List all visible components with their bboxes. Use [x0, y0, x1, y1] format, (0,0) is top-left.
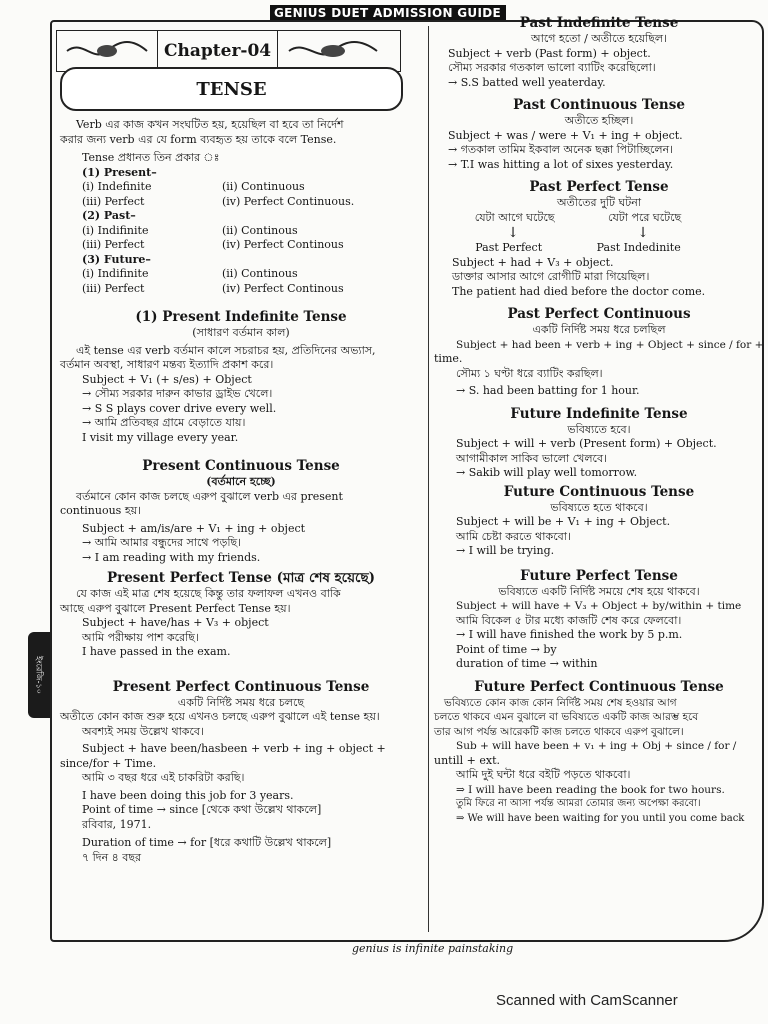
scanner-watermark: Scanned with CamScanner — [496, 992, 678, 1009]
section-heading: Past Indefinite Tense — [519, 15, 679, 31]
formula-line: Subject + will + verb (Present form) + Object. — [456, 437, 717, 450]
example-line: → আমি আমার বন্ধুদের সাথে পড়ছি। — [82, 536, 242, 549]
formula-line: Subject + verb (Past form) + object. — [448, 46, 651, 60]
list-item: (iii) Perfect — [82, 238, 145, 251]
section-heading: Past Perfect Continuous — [507, 306, 691, 322]
section-subtitle: একটি নির্দিষ্ট সময় ধরে চলছে — [177, 695, 305, 709]
list-item: (iii) Perfect — [82, 194, 145, 208]
section-heading: Past Perfect Tense — [529, 179, 669, 195]
example-line: সৌম্য সরকার গতকাল ভালো ব্যাটিং করেছিলো। — [448, 61, 656, 74]
future-heading: (3) Future– — [82, 252, 151, 266]
text-line: এই tense এর verb বর্তমান কালে সচরাচর হয়, প্রতিদিনের অভ্যাস, — [76, 343, 376, 357]
list-item: (iv) Perfect Continous — [222, 238, 344, 251]
section-subtitle: ভবিষ্যতে হবে। — [567, 422, 631, 436]
section-subtitle: (সাধারণ বর্তমান কাল) — [192, 326, 290, 339]
formula-line: Subject + have been/hasbeen + verb + ing + object + — [82, 742, 386, 755]
section-heading: (1) Present Indefinite Tense — [135, 309, 347, 325]
page-title: TENSE — [60, 67, 403, 111]
column-label: যেটা পরে ঘটেছে — [608, 210, 682, 224]
text-line: ভবিষ্যতে কোন কাজ কোন নির্দিষ্ট সময় শেষ হওয়ার আগ — [444, 696, 677, 709]
example-line: duration of time → within — [456, 657, 598, 670]
text-line: বর্তমানে কোন কাজ চলছে এরুপ বুঝালে verb এর present — [76, 489, 343, 503]
section-subtitle: একটি নির্দিষ্ট সময় ধরে চলছিল — [532, 323, 666, 336]
section-subtitle: ভবিষ্যতে একটি নির্দিষ্ট সময়ে শেষ হয়ে থাকবে। — [498, 584, 700, 598]
types-intro: Tense প্রধানত তিন প্রকার ঃ — [82, 151, 220, 164]
formula-line: since/for + Time. — [60, 756, 157, 770]
side-tab: ইংরেজি-১০ — [28, 632, 50, 718]
ornament-right-icon — [278, 31, 388, 71]
section-heading: Future Indefinite Tense — [510, 405, 688, 422]
banner: GENIUS DUET ADMISSION GUIDE — [270, 5, 506, 22]
formula-line: Subject + was / were + V₁ + ing + object. — [448, 128, 683, 142]
example-line: আমি দুই ঘন্টা ধরে বইটি পড়তে থাকবো। — [456, 768, 631, 781]
example-line: I have passed in the exam. — [82, 645, 231, 658]
section-heading: Present Perfect Tense (মাত্র শেষ হয়েছে) — [106, 570, 376, 586]
example-line: → সৌম্য সরকার দারুন কাভার ড্রাইভ খেলে। — [82, 387, 273, 400]
example-line: The patient had died before the doctor come. — [452, 284, 706, 298]
left-column — [60, 118, 422, 865]
column-divider — [428, 26, 429, 932]
example-line: → গতকাল তামিম ইকবাল অনেক ছক্কা পিটাচ্ছিলেন। — [448, 143, 674, 156]
example-line: ৭ দিন ৪ বছর — [82, 850, 142, 864]
example-line: Point of time → by — [456, 642, 557, 656]
example-line: → আমি প্রতিবছর গ্রামে বেড়াতে যায়। — [82, 416, 246, 429]
list-item: (ii) Continous — [222, 267, 298, 280]
present-heading: (1) Present– — [82, 165, 157, 179]
example-line: → I will have finished the work by 5 p.m. — [456, 628, 683, 641]
example-line: ⇒ We will have been waiting for you until you come back — [456, 812, 745, 824]
text-line: continuous হয়। — [60, 504, 142, 517]
text-line: আছে এরুপ বুঝালে Present Perfect Tense হয়। — [60, 601, 291, 615]
intro-line: করার জন্য verb এর যে form ব্যবহৃত হয় তাকে বলে Tense. — [60, 132, 337, 146]
list-item: (ii) Continous — [222, 223, 298, 237]
text-line: অবশ্যই সময় উল্লেখ থাকবে। — [82, 724, 204, 738]
formula-line: untill + ext. — [434, 753, 500, 767]
formula-line: Subject + V₁ (+ s/es) + Object — [82, 372, 252, 386]
example-line: Point of time → since [থেকে কথা উল্লেখ থাকলে] — [82, 803, 322, 816]
down-arrow-icon: ↓ — [507, 225, 519, 241]
section-heading: Future Perfect Continuous Tense — [474, 678, 724, 695]
list-item: (iv) Perfect Continuous. — [222, 194, 355, 208]
example-line: → I will be trying. — [456, 544, 555, 557]
section-subtitle: (বর্তমানে হচ্ছে) — [206, 475, 276, 488]
list-item: (iv) Perfect Continous — [222, 281, 344, 295]
example-line: রবিবার, 1971. — [82, 817, 152, 831]
text-line: বর্তমান অবস্থা, সাধারণ মন্তব্য ইত্যাদি প্রকাশ করে। — [60, 358, 274, 371]
section-subtitle: অতীতের দুটি ঘটনা — [556, 196, 642, 209]
example-line: → I am reading with my friends. — [82, 550, 261, 564]
formula-line: Subject + will be + V₁ + ing + Object. — [456, 515, 671, 528]
formula-line: Subject + had + V₃ + object. — [452, 255, 614, 269]
list-item: (i) Indifinite — [82, 223, 149, 237]
footer-motto: genius is infinite painstaking — [352, 942, 514, 955]
text-line: চলতে থাকবে এমন বুঝালে বা ভবিষ্যতে একটি কাজ আরম্ভ হবে — [434, 711, 699, 723]
example-line: Duration of time → for [ধরে কথাটি উল্লেখ থাকলে] — [82, 836, 332, 849]
past-heading: (2) Past– — [82, 209, 136, 222]
text-line: যে কাজ এই মাত্র শেষ হয়েছে কিন্তু তার ফলাফল এখনও বাকি — [76, 587, 341, 600]
list-item: (iii) Perfect — [82, 281, 145, 295]
example-line: I visit my village every year. — [82, 430, 239, 444]
example-line: তুমি ফিরে না আসা পর্যন্ত আমরা তোমার জন্য অপেক্ষা করবো। — [456, 798, 701, 809]
section-subtitle: অতীতে হচ্ছিল। — [564, 114, 634, 127]
section-subtitle: ভবিষ্যতে হতে থাকবে। — [550, 500, 648, 514]
column-label: Past Perfect — [475, 241, 543, 254]
formula-line: Sub + will have been + v₁ + ing + Obj + since / for / — [456, 740, 737, 752]
example-line: → S.S batted well yeaterday. — [448, 75, 606, 89]
example-line: ডাক্তার আসার আগে রোগীটি মারা গিয়েছিল। — [452, 270, 650, 283]
down-arrow-icon: ↓ — [637, 225, 649, 241]
formula-line: Subject + will have + V₃ + Object + by/within + time — [456, 600, 742, 612]
text-line: তার আগ পর্যন্ত আরেকটি কাজ চলতে থাকবে এরুপ বুঝালে। — [434, 725, 684, 738]
example-line: → T.I was hitting a lot of sixes yesterday. — [448, 157, 674, 171]
formula-line: time. — [434, 352, 463, 365]
intro-line: Verb এর কাজ কখন সংঘটিত হয়, হয়েছিল বা হবে তা নির্দেশ — [76, 118, 344, 131]
chapter-box — [56, 30, 401, 72]
example-line: আমি বিকেল ৫ টার মধ্যে কাজটি শেষ করে ফেলবো। — [456, 613, 682, 627]
example-line: → Sakib will play well tomorrow. — [456, 466, 638, 479]
ornament-left-icon — [57, 31, 157, 71]
list-item: (i) Indifinite — [82, 267, 149, 280]
example-line: আমি পরীক্ষায় পাশ করেছি। — [82, 630, 199, 644]
section-heading: Future Perfect Tense — [520, 567, 678, 584]
list-item: (i) Indefinite — [82, 180, 152, 193]
section-heading: Present Continuous Tense — [142, 458, 340, 474]
example-line: আমি ৩ বছর ধরে এই চাকরিটা করছি। — [82, 771, 245, 784]
right-column — [434, 14, 764, 826]
section-heading: Present Perfect Continuous Tense — [112, 678, 370, 695]
formula-line: Subject + am/is/are + V₁ + ing + object — [82, 521, 306, 535]
example-line: ⇒ I will have been reading the book for two hours. — [456, 783, 725, 796]
example-line: → S. had been batting for 1 hour. — [456, 384, 640, 397]
section-heading: Future Continuous Tense — [503, 483, 695, 500]
section-heading: Past Continuous Tense — [513, 97, 685, 113]
example-line: সৌম্য ১ ঘণ্টা ধরে ব্যাটিং করছিল। — [456, 366, 603, 380]
example-line: আমি চেষ্টা করতে থাকবো। — [456, 529, 571, 543]
example-line: → S S plays cover drive every well. — [82, 401, 277, 415]
column-label: Past Indedinite — [596, 241, 681, 254]
example-line: আগামীকাল সাকিব ভালো খেলবে। — [456, 451, 608, 465]
text-line: অতীতে কোন কাজ শুরু হয়ে এখনও চলছে এরুপ বুঝালে এই tense হয়। — [60, 710, 380, 723]
chapter-label: Chapter-04 — [157, 31, 278, 71]
list-item: (ii) Continuous — [222, 180, 305, 193]
example-line: I have been doing this job for 3 years. — [82, 788, 294, 802]
section-subtitle: আগে হতো / অতীতে হয়েছিল। — [530, 32, 668, 45]
formula-line: Subject + have/has + V₃ + object — [82, 616, 269, 629]
formula-line: Subject + had been + verb + ing + Object + since / for + — [456, 338, 764, 351]
column-label: যেটা আগে ঘটেছে — [474, 210, 555, 224]
